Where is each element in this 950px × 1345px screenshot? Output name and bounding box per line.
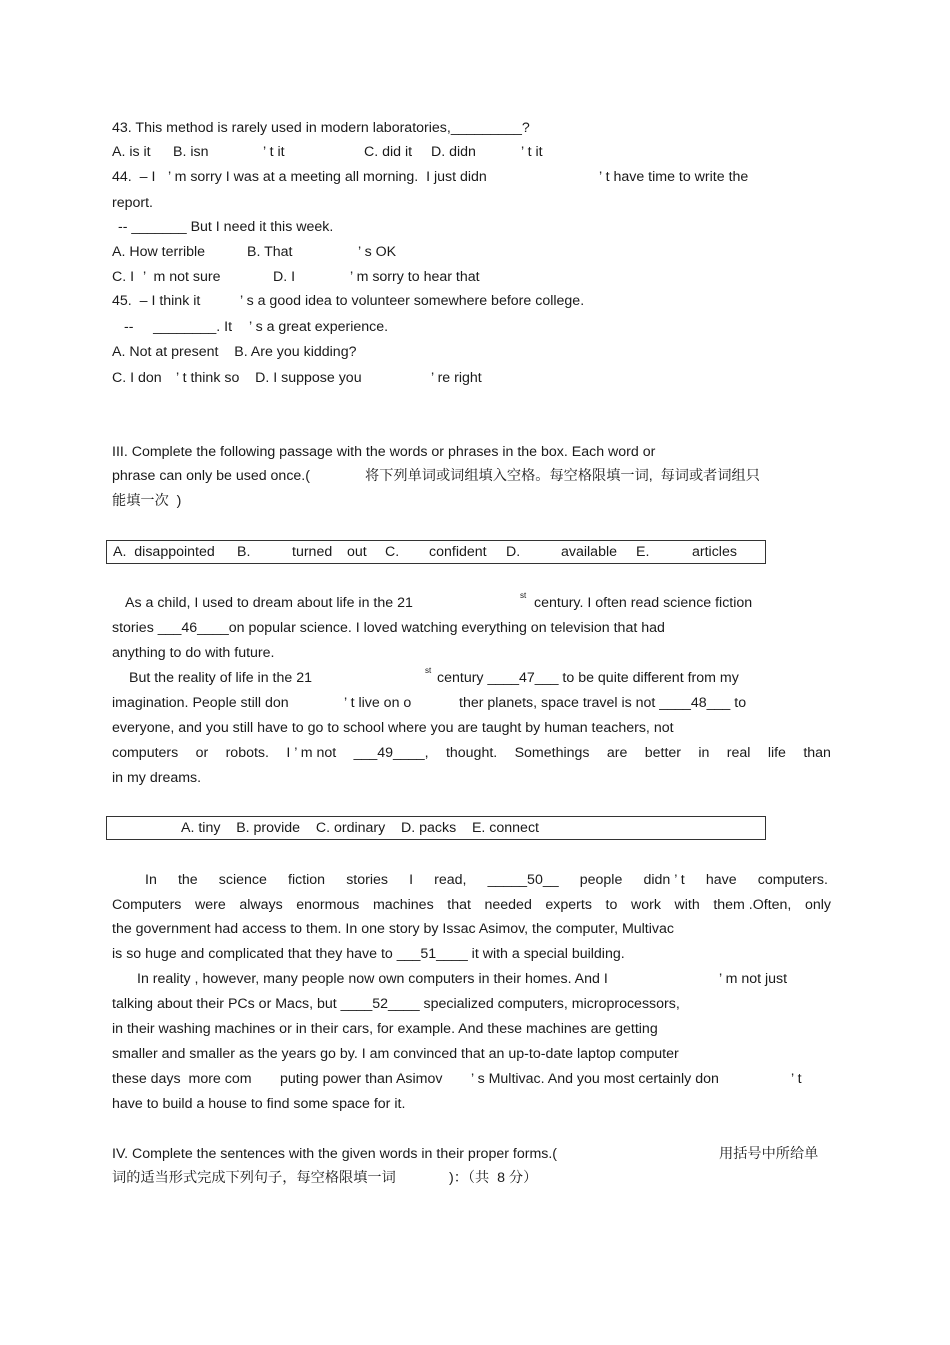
q43-option-a: A. is it [112, 144, 151, 160]
passage1-line1-end: century. I often read science fiction [534, 595, 753, 611]
q43-option-d: D. didn [431, 144, 476, 160]
passage1-line4-superscript: st [425, 666, 432, 675]
passage2-line1-word: didn ’ t [643, 872, 685, 888]
section4-instruction-line1-zh: 用括号中所给单 [719, 1146, 819, 1162]
passage2-line1-word: I [409, 872, 414, 888]
passage2-line2-word: always [239, 897, 283, 913]
passage2-line6: talking about their PCs or Macs, but ____52____ specialized computers, microprocessors, [112, 996, 680, 1012]
passage2-line5-start: In reality , however, many people now own computers in their homes. And I [137, 971, 608, 987]
passage1-line7-word: real [726, 745, 751, 761]
passage2-line5-end: ’ m not just [719, 971, 788, 987]
q43-option-c: C. did it [364, 144, 413, 160]
q44-option-b: B. That [247, 244, 293, 260]
word-box-1-letter-c: C. [385, 544, 400, 560]
word-box-1-letter-b: B. [237, 544, 251, 560]
passage2-line7: in their washing machines or in their cars, for example. And these machines are getting [112, 1021, 658, 1037]
passage2-line9-part4: ’ t [791, 1071, 802, 1087]
passage1-line7-word: life [767, 745, 786, 761]
passage1-line5-middle: ’ t live on o [344, 695, 412, 711]
passage2-line2-word: needed [484, 897, 532, 913]
q45-option-c-d: ’ t think so D. I suppose you [176, 370, 362, 386]
passage2-line2-word: that [447, 897, 471, 913]
q45-options-ab: A. Not at present B. Are you kidding? [112, 344, 357, 360]
passage2-line1-word: stories [346, 872, 388, 888]
passage2-line10: have to build a house to find some space for it. [112, 1096, 406, 1112]
passage2-line1-word: read, [434, 872, 467, 888]
section3-instruction-line2-en: phrase can only be used once.( [112, 468, 310, 484]
passage1-line7-word: than [803, 745, 831, 761]
passage2-line2-word: only [804, 897, 831, 913]
passage2-line8: smaller and smaller as the years go by. I am convinced that an up-to-date laptop computer [112, 1046, 679, 1062]
passage1-line7-word: in [698, 745, 710, 761]
word-box-1-option-e: articles [692, 544, 737, 560]
passage1-line7-word: or [195, 745, 209, 761]
q44-line1-middle: ’ m sorry I was at a meeting all morning. I just didn [168, 169, 487, 185]
passage2-line1 [145, 871, 828, 889]
section3-instruction-line1: III. Complete the following passage with the words or phrases in the box. Each word or [112, 444, 656, 460]
passage2-line1-word: the [177, 872, 198, 888]
passage1-line7-blank-49: ___49____, [353, 745, 429, 761]
passage1-line7 [112, 744, 831, 762]
q45-line2-start: -- ________. It [124, 319, 233, 335]
passage1-line2: stories ___46____on popular science. I loved watching everything on television that had [112, 620, 665, 636]
section4-instruction-line2-zh: 词的适当形式完成下列句子，每空格限填一词 [112, 1170, 396, 1186]
passage1-line7-word: are [606, 745, 628, 761]
q44-line1-end: ’ t have time to write the [599, 169, 749, 185]
word-box-1-option-c: confident [429, 544, 487, 560]
passage2-line2-word: machines [372, 897, 434, 913]
passage2-line2-word: to [605, 897, 618, 913]
passage1-line4-start: But the reality of life in the 21 [129, 670, 312, 686]
passage2-line2-word: work [630, 897, 661, 913]
passage2-line4: is so huge and complicated that they have to ___51____ it with a special building. [112, 946, 625, 962]
q44-line2: report. [112, 195, 154, 211]
passage1-line7-word: robots. [225, 745, 269, 761]
section4-instruction-line2-points: )：（共 8 分） [449, 1170, 538, 1186]
passage1-line7-word: thought. [445, 745, 498, 761]
q43-stem: 43. This method is rarely used in modern laboratories,_________? [112, 120, 530, 136]
passage2-line2 [112, 896, 831, 914]
passage1-line5-end: ther planets, space travel is not ____48___ to [459, 695, 747, 711]
passage2-line9-part2: puting power than Asimov [280, 1071, 443, 1087]
passage2-line2-word: were [194, 897, 226, 913]
word-box-1-option-a: A. disappointed [113, 544, 215, 560]
passage2-line1-word: people [579, 872, 623, 888]
passage1-line7-word: computers [112, 745, 179, 761]
passage2-line2-word: enormous [296, 897, 360, 913]
section3-instruction-line2-zh: 将下列单词或词组填入空格。每空格限填一词, 每词或者词组只 [365, 468, 760, 484]
q45-line1-end: ’ s a good idea to volunteer somewhere before college. [240, 293, 585, 309]
passage2-line1-word: have [705, 872, 737, 888]
word-box-2-options: A. tiny B. provide C. ordinary D. packs E. connect [181, 820, 539, 836]
q45-option-c-start: C. I don [112, 370, 162, 386]
q44-option-c-start: C. I [112, 269, 135, 285]
q44-option-d: D. I [273, 269, 296, 285]
q45-line2-end: ’ s a great experience. [249, 319, 389, 335]
word-box-1-option-d: available [561, 544, 618, 560]
word-box-1-letter-e: E. [636, 544, 650, 560]
passage1-line3: anything to do with future. [112, 645, 275, 661]
passage2-line1-word: computers. [757, 872, 828, 888]
section4-instruction-line1-en: IV. Complete the sentences with the given words in their proper forms.( [112, 1146, 558, 1162]
passage2-line9-part1: these days more com [112, 1071, 252, 1087]
q43-option-b-end: ’ t it [263, 144, 285, 160]
q45-option-d-end: ’ re right [431, 370, 482, 386]
word-box-1-letter-d: D. [506, 544, 521, 560]
passage1-line5-start: imagination. People still don [112, 695, 289, 711]
passage2-line2-word: experts [545, 897, 592, 913]
q44-option-b-end: ’ s OK [358, 244, 397, 260]
passage2-line1-word: In [145, 872, 157, 888]
q44-line3: -- _______ But I need it this week. [118, 219, 334, 235]
q44-option-d-end: ’ m sorry to hear that [350, 269, 480, 285]
passage2-line2-word: Computers [112, 897, 182, 913]
passage2-line9-part3: ’ s Multivac. And you most certainly don [471, 1071, 719, 1087]
passage1-line7-word: I ’ m not [286, 745, 337, 761]
passage1-line1-superscript: st [520, 591, 527, 600]
section3-instruction-line3: 能填一次 ) [112, 493, 182, 509]
passage2-line2-word: with [674, 897, 700, 913]
passage1-line6: everyone, and you still have to go to school where you are taught by human teachers, not [112, 720, 674, 736]
word-box-1 [106, 540, 766, 564]
passage1-line8: in my dreams. [112, 770, 202, 786]
passage1-line1-start: As a child, I used to dream about life in the 21 [125, 595, 413, 611]
word-box-2 [106, 816, 766, 840]
passage1-line7-word: Somethings [514, 745, 590, 761]
passage2-line1-word: science [218, 872, 267, 888]
q43-option-d-end: ’ t it [521, 144, 543, 160]
q44-option-c-end: ’ m not sure [143, 269, 221, 285]
passage1-line4-end: century ____47___ to be quite different from my [437, 670, 739, 686]
passage2-line2-word: them .Often, [713, 897, 792, 913]
q45-line1-start: 45. – I think it [112, 293, 201, 309]
word-box-1-option-b-word2: out [347, 544, 367, 560]
passage1-line7-word: better [644, 745, 682, 761]
q43-option-b: B. isn [173, 144, 209, 160]
passage2-line3: the government had access to them. In one story by Issac Asimov, the computer, Multivac [112, 921, 674, 937]
q44-option-a: A. How terrible [112, 244, 206, 260]
q44-line1-start: 44. – I [112, 169, 156, 185]
passage2-line1-blank-50: _____50__ [487, 872, 559, 888]
passage2-line1-word: fiction [288, 872, 326, 888]
word-box-1-option-b-word1: turned [292, 544, 333, 560]
